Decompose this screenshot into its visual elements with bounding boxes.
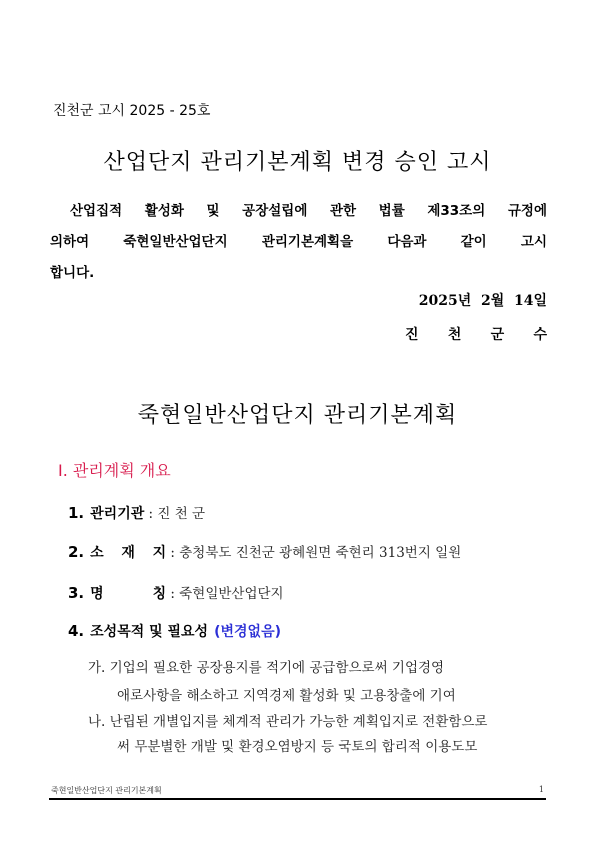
item-number: 2. <box>68 543 85 561</box>
footer-rule <box>49 798 546 800</box>
notice-date: 2025년 2월 14일 <box>418 293 547 309</box>
notice-number: 진천군 고시 2025 - 25호 <box>53 103 211 119</box>
purpose-subitem-continued: 써 무분별한 개발 및 환경오염방지 등 국토의 합리적 이용도모 <box>117 739 478 755</box>
plan-title: 죽현일반산업단지 관리기본계획 <box>137 403 458 428</box>
item-value: : 죽현일반산업단지 <box>166 586 284 602</box>
plan-item-location <box>68 541 461 562</box>
purpose-subitem: 나. 난립된 개별입지를 체계적 관리가 가능한 계획입지로 전환함으로 <box>88 714 488 730</box>
footer-title: 죽현일반산업단지 관리기본계획 <box>51 786 162 795</box>
item-label-char: 칭 <box>152 586 167 602</box>
item-label: 조성목적 및 필요성 <box>90 624 209 640</box>
item-label <box>90 583 166 603</box>
item-value: : 진 천 군 <box>144 506 206 522</box>
notice-body-line: 산업집적 활성화 및 공장설립에 관한 법률 제33조의 규정에 <box>70 203 547 219</box>
item-label-char: 명 <box>90 586 104 602</box>
notice-title: 산업단지 관리기본계획 변경 승인 고시 <box>103 150 492 175</box>
plan-item-purpose <box>68 621 281 641</box>
plan-item-name <box>68 582 284 603</box>
item-label-char: 지 <box>152 545 167 561</box>
issuer-char: 수 <box>533 327 547 343</box>
issuer-char: 진 <box>405 327 419 343</box>
section-heading: Ⅰ. 관리계획 개요 <box>58 461 171 480</box>
item-number: 1. <box>68 504 85 522</box>
item-value: : 충청북도 진천군 광혜원면 죽현리 313번지 일원 <box>166 545 462 561</box>
item-number: 4. <box>68 622 85 640</box>
purpose-subitem: 가. 기업의 필요한 공장용지를 적기에 공급함으로써 기업경영 <box>88 660 445 676</box>
plan-item-managing-agency <box>68 502 205 523</box>
item-number: 3. <box>68 584 85 602</box>
notice-body <box>50 196 547 289</box>
item-label: 관리기관 <box>90 506 145 522</box>
item-label <box>90 542 166 562</box>
item-label-char: 소 <box>90 545 104 561</box>
notice-issuer <box>405 324 547 344</box>
page-number: 1 <box>538 785 544 794</box>
item-label-char: 재 <box>121 545 135 561</box>
issuer-char: 천 <box>447 327 462 343</box>
notice-body-line: 합니다. <box>50 265 95 281</box>
issuer-char: 군 <box>490 327 505 343</box>
purpose-subitem-continued: 애로사항을 해소하고 지역경제 활성화 및 고용창출에 기여 <box>117 688 456 704</box>
change-status-note: (변경없음) <box>214 624 281 640</box>
notice-body-line: 의하여 죽현일반산업단지 관리기본계획을 다음과 같이 고시 <box>50 234 547 250</box>
